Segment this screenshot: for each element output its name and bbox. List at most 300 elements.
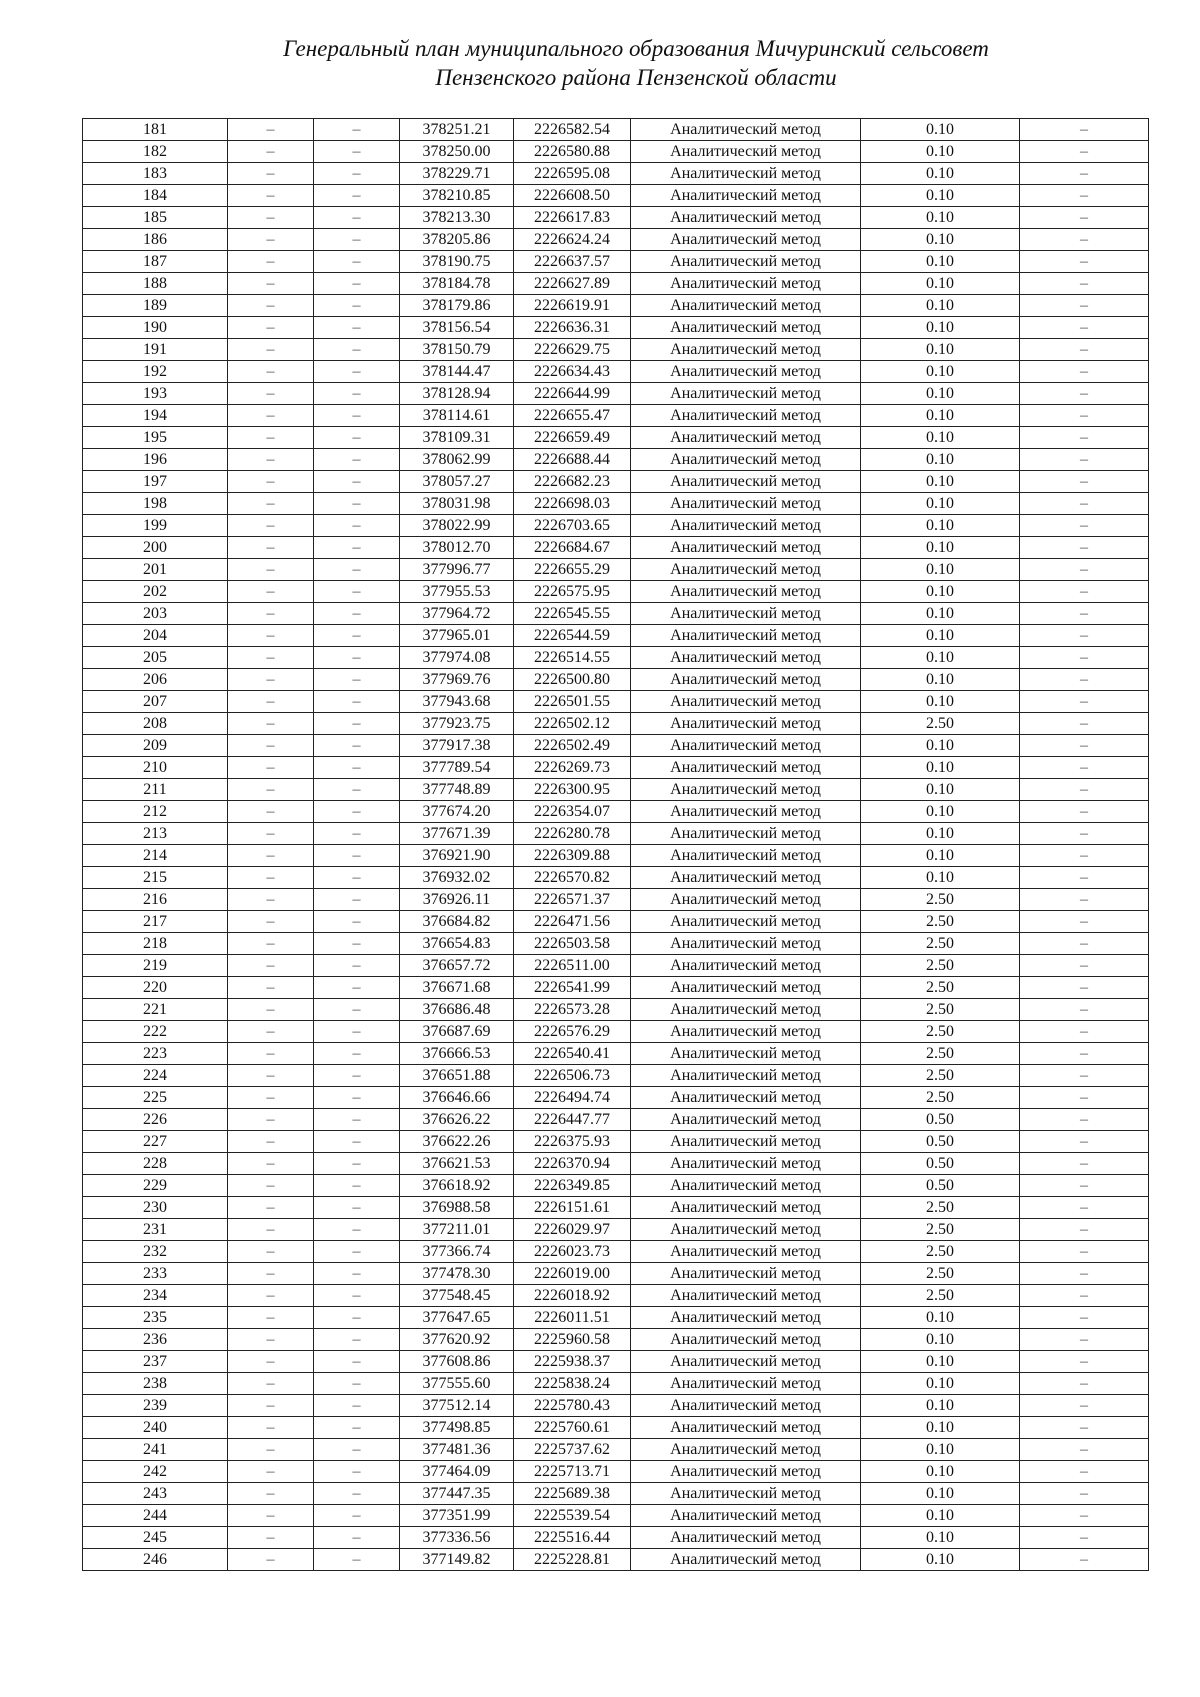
cell-col-8: – (1020, 1263, 1149, 1285)
cell-accuracy: 0.10 (861, 251, 1020, 273)
cell-method: Аналитический метод (631, 119, 861, 141)
cell-method: Аналитический метод (631, 1395, 861, 1417)
cell-point-number: 230 (83, 1197, 228, 1219)
cell-accuracy: 0.10 (861, 361, 1020, 383)
table-row (83, 1043, 1149, 1065)
cell-col-3: – (314, 515, 400, 537)
cell-col-3: – (314, 1131, 400, 1153)
table-row (83, 361, 1149, 383)
cell-y-coordinate: 2226018.92 (514, 1285, 631, 1307)
cell-point-number: 194 (83, 405, 228, 427)
cell-method: Аналитический метод (631, 1483, 861, 1505)
cell-method: Аналитический метод (631, 559, 861, 581)
cell-col-3: – (314, 757, 400, 779)
cell-point-number: 200 (83, 537, 228, 559)
cell-x-coordinate: 378210.85 (400, 185, 514, 207)
cell-col-8: – (1020, 163, 1149, 185)
cell-x-coordinate: 378057.27 (400, 471, 514, 493)
cell-y-coordinate: 2226541.99 (514, 977, 631, 999)
cell-y-coordinate: 2226354.07 (514, 801, 631, 823)
cell-y-coordinate: 2226545.55 (514, 603, 631, 625)
cell-col-2: – (228, 427, 314, 449)
header-line-2: Пензенского района Пензенской области (435, 65, 837, 90)
cell-method: Аналитический метод (631, 1527, 861, 1549)
cell-point-number: 240 (83, 1417, 228, 1439)
cell-col-3: – (314, 449, 400, 471)
cell-col-3: – (314, 295, 400, 317)
cell-x-coordinate: 376626.22 (400, 1109, 514, 1131)
cell-col-3: – (314, 229, 400, 251)
cell-col-3: – (314, 361, 400, 383)
cell-y-coordinate: 2226582.54 (514, 119, 631, 141)
cell-col-3: – (314, 977, 400, 999)
cell-col-8: – (1020, 273, 1149, 295)
cell-y-coordinate: 2226627.89 (514, 273, 631, 295)
cell-point-number: 198 (83, 493, 228, 515)
cell-col-2: – (228, 1351, 314, 1373)
cell-method: Аналитический метод (631, 405, 861, 427)
cell-method: Аналитический метод (631, 735, 861, 757)
cell-col-3: – (314, 647, 400, 669)
cell-method: Аналитический метод (631, 361, 861, 383)
cell-col-2: – (228, 889, 314, 911)
cell-col-2: – (228, 735, 314, 757)
cell-col-2: – (228, 251, 314, 273)
cell-col-8: – (1020, 933, 1149, 955)
cell-x-coordinate: 377620.92 (400, 1329, 514, 1351)
cell-col-8: – (1020, 1351, 1149, 1373)
cell-accuracy: 2.50 (861, 977, 1020, 999)
cell-x-coordinate: 377789.54 (400, 757, 514, 779)
cell-col-2: – (228, 119, 314, 141)
cell-point-number: 223 (83, 1043, 228, 1065)
cell-point-number: 204 (83, 625, 228, 647)
cell-col-3: – (314, 1109, 400, 1131)
cell-accuracy: 0.10 (861, 515, 1020, 537)
cell-col-8: – (1020, 955, 1149, 977)
cell-col-8: – (1020, 669, 1149, 691)
cell-accuracy: 0.10 (861, 691, 1020, 713)
cell-accuracy: 0.10 (861, 845, 1020, 867)
cell-col-8: – (1020, 537, 1149, 559)
cell-x-coordinate: 378229.71 (400, 163, 514, 185)
cell-col-3: – (314, 537, 400, 559)
cell-y-coordinate: 2226544.59 (514, 625, 631, 647)
cell-col-2: – (228, 845, 314, 867)
cell-accuracy: 0.10 (861, 559, 1020, 581)
table-row (83, 1351, 1149, 1373)
cell-col-3: – (314, 1505, 400, 1527)
cell-point-number: 221 (83, 999, 228, 1021)
cell-method: Аналитический метод (631, 1263, 861, 1285)
cell-y-coordinate: 2226011.51 (514, 1307, 631, 1329)
cell-col-3: – (314, 1219, 400, 1241)
cell-point-number: 186 (83, 229, 228, 251)
cell-col-8: – (1020, 1549, 1149, 1571)
cell-col-8: – (1020, 977, 1149, 999)
table-row (83, 273, 1149, 295)
cell-col-8: – (1020, 1417, 1149, 1439)
cell-x-coordinate: 378156.54 (400, 317, 514, 339)
cell-method: Аналитический метод (631, 1197, 861, 1219)
cell-x-coordinate: 377955.53 (400, 581, 514, 603)
table-row (83, 1131, 1149, 1153)
coordinates-table (82, 118, 1149, 1571)
cell-accuracy: 0.10 (861, 1395, 1020, 1417)
cell-y-coordinate: 2226500.80 (514, 669, 631, 691)
cell-method: Аналитический метод (631, 295, 861, 317)
cell-col-8: – (1020, 295, 1149, 317)
cell-x-coordinate: 377366.74 (400, 1241, 514, 1263)
cell-accuracy: 2.50 (861, 1043, 1020, 1065)
table-row (83, 1395, 1149, 1417)
cell-y-coordinate: 2226617.83 (514, 207, 631, 229)
cell-accuracy: 0.10 (861, 273, 1020, 295)
cell-x-coordinate: 377608.86 (400, 1351, 514, 1373)
cell-col-8: – (1020, 383, 1149, 405)
cell-y-coordinate: 2226029.97 (514, 1219, 631, 1241)
cell-method: Аналитический метод (631, 1241, 861, 1263)
cell-method: Аналитический метод (631, 801, 861, 823)
cell-accuracy: 2.50 (861, 1241, 1020, 1263)
cell-method: Аналитический метод (631, 1131, 861, 1153)
cell-col-2: – (228, 1263, 314, 1285)
cell-col-3: – (314, 1483, 400, 1505)
table-row (83, 207, 1149, 229)
table-row (83, 537, 1149, 559)
cell-col-2: – (228, 317, 314, 339)
cell-y-coordinate: 2226349.85 (514, 1175, 631, 1197)
table-row (83, 581, 1149, 603)
table-row (83, 1505, 1149, 1527)
cell-col-2: – (228, 1109, 314, 1131)
cell-col-8: – (1020, 1461, 1149, 1483)
cell-accuracy: 2.50 (861, 933, 1020, 955)
cell-col-3: – (314, 493, 400, 515)
cell-method: Аналитический метод (631, 603, 861, 625)
cell-y-coordinate: 2225689.38 (514, 1483, 631, 1505)
table-row (83, 471, 1149, 493)
cell-col-8: – (1020, 1021, 1149, 1043)
cell-x-coordinate: 377647.65 (400, 1307, 514, 1329)
cell-col-2: – (228, 1527, 314, 1549)
cell-x-coordinate: 378250.00 (400, 141, 514, 163)
cell-x-coordinate: 377964.72 (400, 603, 514, 625)
cell-col-8: – (1020, 1373, 1149, 1395)
cell-x-coordinate: 377481.36 (400, 1439, 514, 1461)
cell-col-2: – (228, 977, 314, 999)
cell-y-coordinate: 2226506.73 (514, 1065, 631, 1087)
cell-col-2: – (228, 449, 314, 471)
cell-method: Аналитический метод (631, 383, 861, 405)
cell-accuracy: 2.50 (861, 955, 1020, 977)
cell-accuracy: 0.10 (861, 823, 1020, 845)
cell-x-coordinate: 376926.11 (400, 889, 514, 911)
cell-col-3: – (314, 1351, 400, 1373)
table-row (83, 163, 1149, 185)
cell-accuracy: 0.10 (861, 1483, 1020, 1505)
cell-point-number: 195 (83, 427, 228, 449)
cell-col-8: – (1020, 1439, 1149, 1461)
cell-col-2: – (228, 1505, 314, 1527)
table-row (83, 735, 1149, 757)
cell-x-coordinate: 377211.01 (400, 1219, 514, 1241)
cell-method: Аналитический метод (631, 845, 861, 867)
cell-y-coordinate: 2226151.61 (514, 1197, 631, 1219)
table-row (83, 1153, 1149, 1175)
cell-y-coordinate: 2226608.50 (514, 185, 631, 207)
cell-col-2: – (228, 1373, 314, 1395)
cell-col-2: – (228, 163, 314, 185)
cell-col-3: – (314, 933, 400, 955)
cell-accuracy: 0.10 (861, 163, 1020, 185)
cell-col-2: – (228, 339, 314, 361)
cell-accuracy: 0.10 (861, 339, 1020, 361)
cell-col-8: – (1020, 207, 1149, 229)
table-row (83, 515, 1149, 537)
cell-method: Аналитический метод (631, 185, 861, 207)
cell-y-coordinate: 2226280.78 (514, 823, 631, 845)
table-row (83, 1307, 1149, 1329)
cell-method: Аналитический метод (631, 625, 861, 647)
cell-col-2: – (228, 1417, 314, 1439)
cell-accuracy: 0.10 (861, 405, 1020, 427)
cell-y-coordinate: 2226624.24 (514, 229, 631, 251)
cell-x-coordinate: 377512.14 (400, 1395, 514, 1417)
cell-accuracy: 0.10 (861, 427, 1020, 449)
cell-point-number: 216 (83, 889, 228, 911)
cell-accuracy: 0.10 (861, 493, 1020, 515)
cell-point-number: 225 (83, 1087, 228, 1109)
cell-accuracy: 0.10 (861, 581, 1020, 603)
cell-col-3: – (314, 1549, 400, 1571)
cell-point-number: 236 (83, 1329, 228, 1351)
cell-col-2: – (228, 647, 314, 669)
cell-method: Аналитический метод (631, 493, 861, 515)
cell-col-3: – (314, 1329, 400, 1351)
cell-col-3: – (314, 1021, 400, 1043)
cell-col-3: – (314, 1197, 400, 1219)
cell-y-coordinate: 2226502.12 (514, 713, 631, 735)
table-row (83, 1329, 1149, 1351)
cell-col-2: – (228, 691, 314, 713)
cell-point-number: 189 (83, 295, 228, 317)
cell-col-2: – (228, 1065, 314, 1087)
cell-col-8: – (1020, 1197, 1149, 1219)
cell-x-coordinate: 378179.86 (400, 295, 514, 317)
cell-point-number: 215 (83, 867, 228, 889)
cell-point-number: 217 (83, 911, 228, 933)
cell-col-3: – (314, 1461, 400, 1483)
cell-x-coordinate: 378150.79 (400, 339, 514, 361)
cell-accuracy: 0.10 (861, 1439, 1020, 1461)
cell-col-8: – (1020, 779, 1149, 801)
cell-col-8: – (1020, 1219, 1149, 1241)
cell-method: Аналитический метод (631, 1021, 861, 1043)
cell-col-3: – (314, 581, 400, 603)
cell-y-coordinate: 2225760.61 (514, 1417, 631, 1439)
table-row (83, 449, 1149, 471)
cell-x-coordinate: 377447.35 (400, 1483, 514, 1505)
cell-x-coordinate: 378184.78 (400, 273, 514, 295)
cell-method: Аналитический метод (631, 647, 861, 669)
cell-col-3: – (314, 1285, 400, 1307)
document-header (0, 34, 1200, 92)
cell-y-coordinate: 2226471.56 (514, 911, 631, 933)
cell-col-3: – (314, 1087, 400, 1109)
cell-accuracy: 0.10 (861, 1329, 1020, 1351)
cell-col-3: – (314, 207, 400, 229)
table-row (83, 1175, 1149, 1197)
cell-col-2: – (228, 911, 314, 933)
cell-point-number: 235 (83, 1307, 228, 1329)
cell-x-coordinate: 378205.86 (400, 229, 514, 251)
cell-accuracy: 2.50 (861, 1263, 1020, 1285)
cell-y-coordinate: 2226503.58 (514, 933, 631, 955)
cell-col-2: – (228, 1087, 314, 1109)
table-row (83, 845, 1149, 867)
cell-col-3: – (314, 867, 400, 889)
cell-col-8: – (1020, 647, 1149, 669)
cell-point-number: 201 (83, 559, 228, 581)
cell-x-coordinate: 376686.48 (400, 999, 514, 1021)
cell-col-8: – (1020, 185, 1149, 207)
cell-method: Аналитический метод (631, 427, 861, 449)
cell-method: Аналитический метод (631, 229, 861, 251)
cell-y-coordinate: 2225737.62 (514, 1439, 631, 1461)
cell-col-2: – (228, 1197, 314, 1219)
cell-x-coordinate: 376622.26 (400, 1131, 514, 1153)
cell-method: Аналитический метод (631, 1109, 861, 1131)
cell-col-2: – (228, 207, 314, 229)
cell-point-number: 233 (83, 1263, 228, 1285)
cell-x-coordinate: 377464.09 (400, 1461, 514, 1483)
cell-point-number: 206 (83, 669, 228, 691)
cell-method: Аналитический метод (631, 955, 861, 977)
cell-accuracy: 0.10 (861, 867, 1020, 889)
cell-accuracy: 0.10 (861, 537, 1020, 559)
table-row (83, 779, 1149, 801)
cell-col-8: – (1020, 361, 1149, 383)
cell-col-3: – (314, 779, 400, 801)
cell-x-coordinate: 377917.38 (400, 735, 514, 757)
cell-col-3: – (314, 317, 400, 339)
cell-y-coordinate: 2226269.73 (514, 757, 631, 779)
cell-x-coordinate: 376671.68 (400, 977, 514, 999)
cell-point-number: 191 (83, 339, 228, 361)
cell-accuracy: 2.50 (861, 1197, 1020, 1219)
cell-col-8: – (1020, 1043, 1149, 1065)
cell-col-2: – (228, 1395, 314, 1417)
cell-method: Аналитический метод (631, 163, 861, 185)
table-row (83, 911, 1149, 933)
cell-point-number: 237 (83, 1351, 228, 1373)
cell-x-coordinate: 376666.53 (400, 1043, 514, 1065)
cell-y-coordinate: 2225539.54 (514, 1505, 631, 1527)
table-row (83, 1241, 1149, 1263)
cell-col-8: – (1020, 867, 1149, 889)
cell-x-coordinate: 378128.94 (400, 383, 514, 405)
cell-y-coordinate: 2225960.58 (514, 1329, 631, 1351)
cell-x-coordinate: 376646.66 (400, 1087, 514, 1109)
cell-x-coordinate: 376621.53 (400, 1153, 514, 1175)
cell-col-2: – (228, 515, 314, 537)
cell-x-coordinate: 377674.20 (400, 801, 514, 823)
cell-col-3: – (314, 603, 400, 625)
cell-y-coordinate: 2226698.03 (514, 493, 631, 515)
cell-col-3: – (314, 845, 400, 867)
table-row (83, 1439, 1149, 1461)
cell-col-2: – (228, 1219, 314, 1241)
table-row (83, 647, 1149, 669)
cell-accuracy: 2.50 (861, 911, 1020, 933)
cell-y-coordinate: 2226576.29 (514, 1021, 631, 1043)
cell-x-coordinate: 377555.60 (400, 1373, 514, 1395)
cell-col-8: – (1020, 691, 1149, 713)
cell-accuracy: 0.10 (861, 735, 1020, 757)
cell-col-8: – (1020, 1087, 1149, 1109)
cell-method: Аналитический метод (631, 933, 861, 955)
table-row (83, 1219, 1149, 1241)
cell-col-8: – (1020, 581, 1149, 603)
cell-col-8: – (1020, 801, 1149, 823)
cell-col-8: – (1020, 251, 1149, 273)
cell-x-coordinate: 376932.02 (400, 867, 514, 889)
cell-y-coordinate: 2226575.95 (514, 581, 631, 603)
cell-col-3: – (314, 669, 400, 691)
cell-col-2: – (228, 955, 314, 977)
cell-col-2: – (228, 1021, 314, 1043)
cell-col-2: – (228, 295, 314, 317)
cell-col-8: – (1020, 713, 1149, 735)
cell-point-number: 231 (83, 1219, 228, 1241)
cell-col-2: – (228, 1549, 314, 1571)
cell-y-coordinate: 2225713.71 (514, 1461, 631, 1483)
cell-point-number: 218 (83, 933, 228, 955)
cell-col-3: – (314, 185, 400, 207)
cell-col-3: – (314, 427, 400, 449)
table-row (83, 1483, 1149, 1505)
cell-point-number: 190 (83, 317, 228, 339)
cell-y-coordinate: 2226370.94 (514, 1153, 631, 1175)
cell-x-coordinate: 376684.82 (400, 911, 514, 933)
cell-point-number: 207 (83, 691, 228, 713)
cell-accuracy: 0.10 (861, 185, 1020, 207)
cell-accuracy: 2.50 (861, 713, 1020, 735)
cell-col-2: – (228, 493, 314, 515)
cell-point-number: 181 (83, 119, 228, 141)
table-row (83, 1373, 1149, 1395)
cell-col-8: – (1020, 1505, 1149, 1527)
table-row (83, 867, 1149, 889)
cell-col-2: – (228, 1285, 314, 1307)
cell-method: Аналитический метод (631, 273, 861, 295)
cell-method: Аналитический метод (631, 669, 861, 691)
header-line-1: Генеральный план муниципального образования Мичуринский сельсовет (283, 36, 989, 61)
cell-y-coordinate: 2225516.44 (514, 1527, 631, 1549)
cell-col-8: – (1020, 1153, 1149, 1175)
cell-accuracy: 0.10 (861, 471, 1020, 493)
cell-method: Аналитический метод (631, 977, 861, 999)
cell-x-coordinate: 377969.76 (400, 669, 514, 691)
table-row (83, 1021, 1149, 1043)
cell-point-number: 239 (83, 1395, 228, 1417)
cell-accuracy: 0.50 (861, 1153, 1020, 1175)
cell-col-2: – (228, 999, 314, 1021)
cell-col-3: – (314, 625, 400, 647)
cell-col-8: – (1020, 735, 1149, 757)
cell-accuracy: 0.10 (861, 603, 1020, 625)
